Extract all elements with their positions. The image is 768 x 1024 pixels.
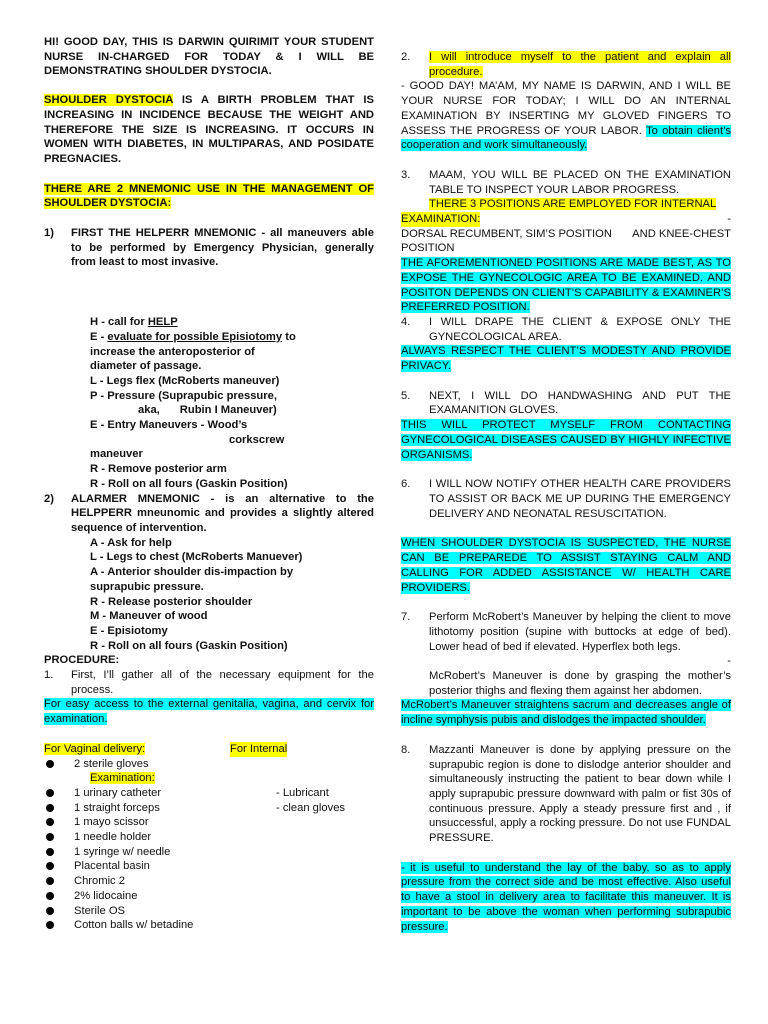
internal-exam-label: For Internal [230,742,288,755]
equipment-item: Cotton balls w/ betadine [44,918,374,933]
step-6-rationale: WHEN SHOULDER DYSTOCIA IS SUSPECTED, THE NURSE CAN BE PREPAREDE TO ASSIST STAYING CALM AND CALLING FOR ADDED ASSISTANCE W/ HEALTH CARE PROVIDERS. [401,537,731,594]
equipment-item: 1 syringe w/ needle [44,845,374,860]
item-number: 1) [44,227,54,240]
helperr-item [44,226,374,270]
alarmer-description: ALARMER MNEMONIC - is an alternative to the HELPPERR mneunomic and provides a slightly altered sequence of intervention. [71,492,374,534]
alarmer-line: M - Maneuver of wood [90,610,208,623]
step-7 [401,610,731,654]
step-3-positions-list: DORSAL RECUMBENT, SIM’S POSITION AND KNEE-CHEST [401,227,731,240]
helperr-description: FIRST THE HELPERR MNEMONIC - all maneuvers able to be performed by Emergency Physician, generally from least to most invasive. [71,227,374,269]
helperr-r1: R - Remove posterior arm [90,463,227,476]
step-7-detail: McRobert’s Maneuver is done by grasping the mother’s posterior thighs and flexing them against her abdomen. [429,670,731,697]
step-number: 3. [401,168,411,181]
helperr-p2: aka, Rubin I Maneuver) [138,404,277,417]
examination-label-row [44,771,374,786]
step-5 [401,389,731,418]
equipment-item: Placental basin [44,859,374,874]
helperr-p1: P - Pressure (Suprapubic pressure, [90,389,277,402]
step-text: NEXT, I WILL DO HANDWASHING AND PUT THE EXAMANITION GLOVES. [429,389,731,417]
step-7-dash: - [727,655,731,668]
step-3-rationale: THE AFOREMENTIONED POSITIONS ARE MADE BEST, AS TO EXPOSE THE GYNECOLOGIC AREA TO BE EXAMINED. AND POSITON DEPENDS ON CLIENT’S CAPABILITY & EXAMINER’S PREFERRED POSITION. [401,257,731,314]
step-6 [401,477,731,521]
step-8-rationale: - it is useful to understand the lay of the baby, so as to apply pressure from the correct side and be most effective. Also useful to have a stool in delivery area to facilitate this maneuver. It is important to be above the woman when performing subrapubic pressure. [401,861,731,933]
helperr-e1-line2: increase the anteroposterior of [90,345,255,358]
mnemonic-heading: THERE ARE 2 MNEMONIC USE IN THE MANAGEMENT OF SHOULDER DYSTOCIA: [44,182,374,210]
helperr-list [44,315,374,491]
alarmer-line: R - Roll on all fours (Gaskin Position) [90,639,288,652]
step-3-positions-row: EXAMINATION: - [401,213,731,226]
definition-text: IS A BIRTH PROBLEM THAT IS INCREASING IN INCIDENCE BECAUSE THE WEIGHT AND THEREFORE THE SIZE IS INCREASING. IT OCCURS IN WOMEN WITH DIABETES, IN MULTIPARAS, AND POSIDATE PREGNACIES. [44,94,374,165]
definition-paragraph [44,93,374,167]
step-text: Mazzanti Maneuver is done by applying pressure on the suprapubic region is done to dislodge anterior shoulder and simultaneously instructing the patient to bear down while I apply suprapubic pressure downward with palm or fist 30s of continuous pressure. Apply a steady pressure first and , if unsuccessful, apply a rocking pressure. Do not use FUNDAL PRESSURE. [429,743,731,845]
step-4-rationale: ALWAYS RESPECT THE CLIENT’S MODESTY AND PROVIDE PRIVACY. [401,345,731,373]
step-4 [401,315,731,344]
right-column [401,50,731,934]
step-2-title: I will introduce myself to the patient and explain all procedure. [429,51,731,78]
step-number: 7. [401,611,411,624]
examination-label: Examination: [90,772,155,785]
helperr-r2: R - Roll on all fours (Gaskin Position) [90,477,288,490]
step-text: Perform McRobert’s Maneuver by helping the client to move lithotomy position (supine with buttocks at edge of bed). Lower head of bed if elevated. Hyperflex both legs. [429,611,731,653]
vaginal-delivery-label: For Vaginal delivery: [44,742,146,755]
step-3 [401,168,731,197]
step-2 [401,50,731,79]
internal-item: - Lubricant [276,786,329,799]
step-text: I WILL NOW NOTIFY OTHER HEALTH CARE PROVIDERS TO ASSIST OR BACK ME UP DURING THE EMERGENCY DELIVERY AND NEONATAL RESUSCITATION. [429,478,731,520]
step-8 [401,743,731,846]
step-3-positions-list-end: POSITION [401,242,455,255]
step-number: 2. [401,51,411,63]
item-number: 2) [44,492,54,505]
equipment-item: 2 sterile gloves [44,757,374,772]
step-text: I WILL DRAPE THE CLIENT & EXPOSE ONLY THE GYNECOLOGICAL AREA. [429,315,731,343]
alarmer-item [44,492,374,536]
step-number: 5. [401,389,411,402]
procedure-heading: PROCEDURE: [44,654,120,667]
alarmer-line: A - Anterior shoulder dis-impaction by [90,566,294,579]
equipment-item: 1 needle holder [44,830,374,845]
equipment-item: Sterile OS [44,904,374,919]
helperr-e2-line3: maneuver [90,448,143,461]
step-1-rationale: For easy access to the external genitalia, vagina, and cervix for examination. [44,698,374,726]
step-2-text: - GOOD DAY! MA’AM, MY NAME IS DARWIN, AND I WILL BE YOUR NURSE FOR TODAY; I WILL DO AN INTERNAL EXAMINATION BY INSERTING MY GLOVED FINGERS TO ASSESS THE PROGRESS OF YOUR LABOR. To obtain client’s cooperation and work simultaneously. [401,80,731,152]
alarmer-line: suprapubic pressure. [90,580,204,593]
step-text: MAAM, YOU WILL BE PLACED ON THE EXAMINATION TABLE TO INSPECT YOUR LABOR PROGRESS. [429,168,731,196]
definition-term: SHOULDER DYSTOCIA [44,94,173,107]
alarmer-list [44,536,374,654]
step-number: 4. [401,315,411,328]
intro-paragraph: HI! GOOD DAY, THIS IS DARWIN QUIRIMIT YOUR STUDENT NURSE IN-CHARGED FOR TODAY & I WILL BE DEMONSTRATING SHOULDER DYSTOCIA. [44,36,374,78]
helperr-e1: E - evaluate for possible Episiotomy to [90,330,296,343]
alarmer-line: E - Episiotomy [90,624,168,637]
step-1 [44,668,374,697]
step-2-rationale: To obtain client’s cooperation and work simultaneously. [401,124,731,152]
helperr-e1-line3: diameter of passage. [90,360,202,373]
step-3-positions: THERE 3 POSITIONS ARE EMPLOYED FOR INTERNAL [429,198,717,211]
equipment-header [44,742,374,757]
step-7-rationale: McRobert’s Maneuver straightens sacrum and decreases angle of incline symphysis pubis and dislodges the impacted shoulder. [401,699,731,727]
equipment-item: Chromic 2 [44,874,374,889]
helperr-l: L - Legs flex (McRoberts maneuver) [90,374,280,387]
helperr-h: H - call for HELP [90,316,178,329]
left-column [44,35,374,933]
step-number: 1. [44,669,54,682]
step-number: 8. [401,743,411,756]
equipment-item: 2% lidocaine [44,889,374,904]
alarmer-line: L - Legs to chest (McRoberts Manuever) [90,551,303,564]
step-5-rationale: THIS WILL PROTECT MYSELF FROM CONTACTING GYNECOLOGICAL DISEASES CAUSED BY HIGHLY INFECTIVE ORGANISMS. [401,419,731,461]
step-text: First, I’ll gather all of the necessary equipment for the process. [71,669,374,696]
equipment-item: 1 urinary catheter - Lubricant [44,786,374,801]
internal-item: - clean gloves [276,801,346,814]
helperr-e2: E - Entry Maneuvers - Wood’s [90,419,248,432]
equipment-item: 1 mayo scissor [44,815,374,830]
alarmer-line: R - Release posterior shoulder [90,595,253,608]
helperr-e2-line2: corkscrew [229,433,285,446]
alarmer-line: A - Ask for help [90,536,172,549]
equipment-item: 1 straight forceps - clean gloves [44,801,374,816]
step-number: 6. [401,478,411,491]
